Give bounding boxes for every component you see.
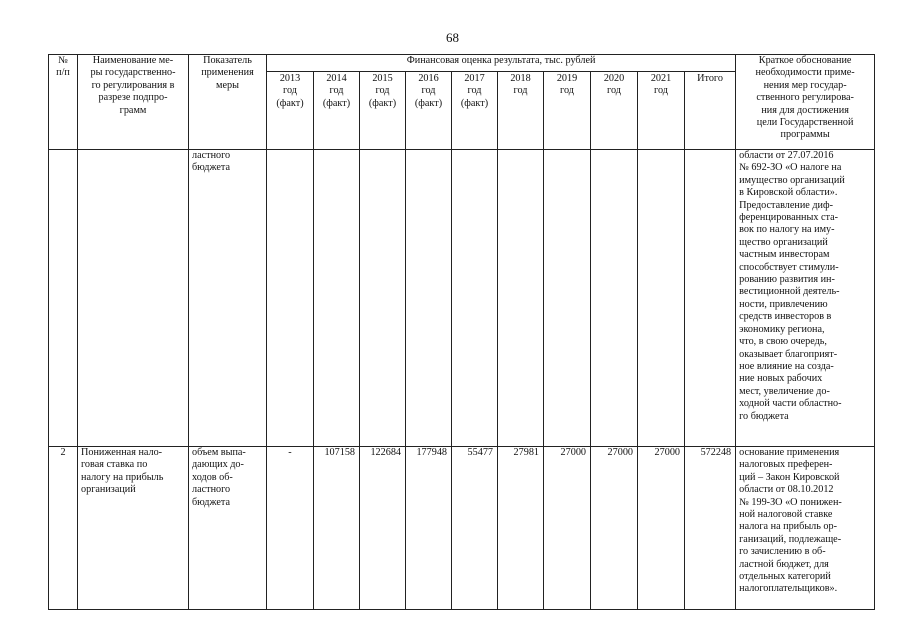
- table-row: [49, 150, 875, 447]
- header-year-2016: 2016 год (факт): [406, 72, 452, 150]
- row-2-2018: 27981: [498, 447, 544, 610]
- row-2-indicator: объем выпа- дающих до- ходов об- ластного бюджета: [189, 447, 267, 610]
- header-year-2013: 2013 год (факт): [267, 72, 314, 150]
- financial-assessment-table: [48, 54, 875, 610]
- row-2-2016: 177948: [406, 447, 452, 610]
- row-continued-indicator: ластного бюджета: [189, 150, 267, 447]
- row-2-2014: 107158: [314, 447, 360, 610]
- row-2-2013: -: [267, 447, 314, 610]
- row-continued-2013: [267, 150, 314, 447]
- header-finance-title: Финансовая оценка результата, тыс. рублей: [267, 55, 736, 72]
- header-year-2014: 2014 год (факт): [314, 72, 360, 150]
- row-continued-justification: области от 27.07.2016 № 692-ЗО «О налоге на имущество организаций в Кировской области». Предоставление диф- ференцированных ста- вок по налогу на иму- щество организаций частным инвесторам способствует стимули- рованию развития ин- вестиционной деятель- ности, привлечению средств инвесторов в экономику региона, что, в свою очередь, оказывает благоприят- ное влияние на созда- ние новых рабочих мест, увеличение до- ходной части областно- го бюджета: [736, 150, 875, 447]
- header-year-2015: 2015 год (факт): [360, 72, 406, 150]
- row-2-total: 572248: [685, 447, 736, 610]
- row-continued-2016: [406, 150, 452, 447]
- header-year-2018: 2018 год: [498, 72, 544, 150]
- row-2-name: Пониженная нало- говая ставка по налогу на прибыль организаций: [78, 447, 189, 610]
- row-continued-2021: [638, 150, 685, 447]
- header-year-2017: 2017 год (факт): [452, 72, 498, 150]
- table-row: [49, 447, 875, 610]
- header-year-2021: 2021 год: [638, 72, 685, 150]
- header-total: Итого: [685, 72, 736, 150]
- row-2-2021: 27000: [638, 447, 685, 610]
- row-continued-2015: [360, 150, 406, 447]
- row-continued-2019: [544, 150, 591, 447]
- row-continued-2020: [591, 150, 638, 447]
- row-2-num: 2: [49, 447, 78, 610]
- header-measure-name: Наименование ме- ры государственно- го регулирования в разрезе подпро- грамм: [78, 55, 189, 150]
- row-2-2017: 55477: [452, 447, 498, 610]
- header-justification: Краткое обоснование необходимости приме- нения мер государ- ственного регулирова- ния для достижения цели Государственной программы: [736, 55, 875, 150]
- header-indicator: Показатель применения меры: [189, 55, 267, 150]
- row-continued-2014: [314, 150, 360, 447]
- row-2-justification: основание применения налоговых преферен- ций – Закон Кировской области от 08.10.2012 № 199-ЗО «О понижен- ной налоговой ставке налога на прибыль ор- ганизаций, подлежаще- го зачислению в об- ластной бюджет, для отдельных категорий налогоплательщиков».: [736, 447, 875, 610]
- row-continued-total: [685, 150, 736, 447]
- row-2-2019: 27000: [544, 447, 591, 610]
- row-continued-2017: [452, 150, 498, 447]
- row-continued-name: [78, 150, 189, 447]
- row-continued-2018: [498, 150, 544, 447]
- row-continued-num: [49, 150, 78, 447]
- row-2-2015: 122684: [360, 447, 406, 610]
- header-num: № п/п: [49, 55, 78, 150]
- header-year-2019: 2019 год: [544, 72, 591, 150]
- page-number: 68: [446, 30, 459, 45]
- header-year-2020: 2020 год: [591, 72, 638, 150]
- row-2-2020: 27000: [591, 447, 638, 610]
